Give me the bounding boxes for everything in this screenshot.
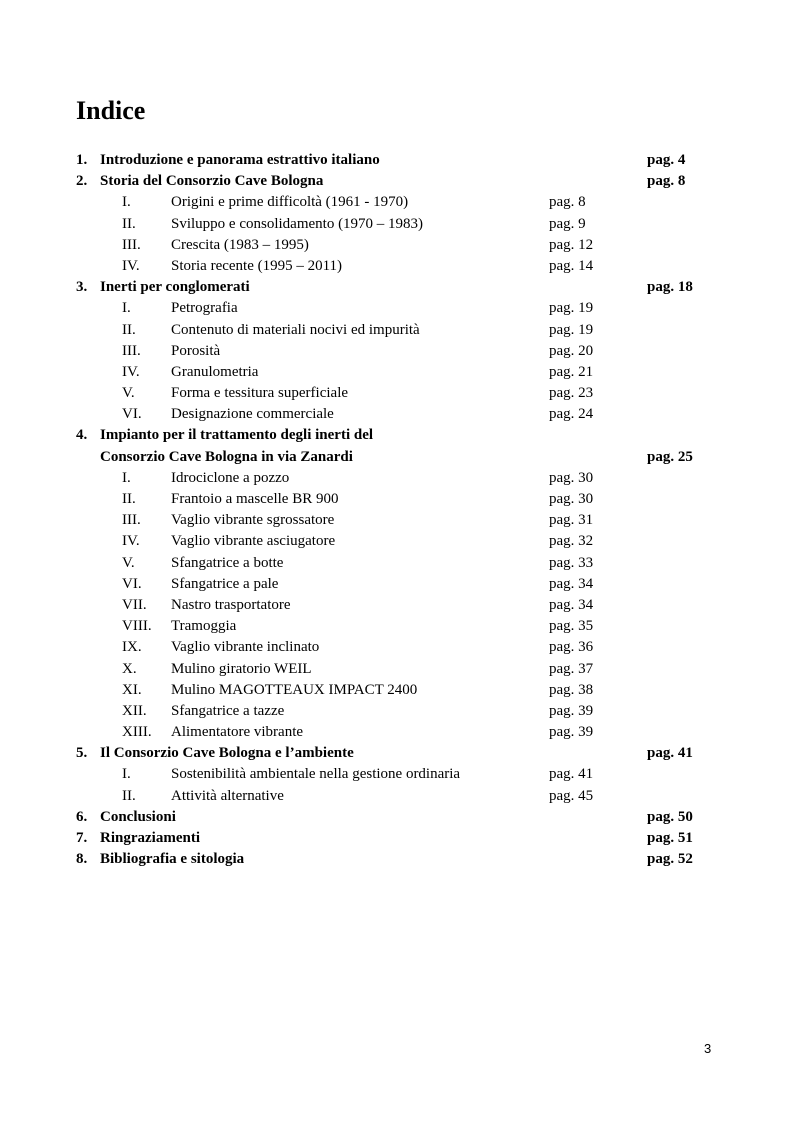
toc-entry-title: Sviluppo e consolidamento (1970 – 1983) <box>171 215 424 232</box>
toc-subentry <box>0 637 794 658</box>
toc-entry-title: Designazione commerciale <box>171 406 334 423</box>
toc-subentry <box>0 764 794 785</box>
toc-entry-title: Tramoggia <box>171 618 237 635</box>
toc-entry-title: Conclusioni <box>100 808 176 825</box>
toc-subentry <box>0 531 794 552</box>
toc-entry-title: Introduzione e panorama estrattivo italiano <box>100 152 380 168</box>
toc-entry-page: pag. 34 <box>549 575 594 592</box>
toc-entry-page: pag. 39 <box>549 702 594 719</box>
toc-entry-page: pag. 32 <box>549 533 594 550</box>
toc-chapter <box>0 743 794 764</box>
toc-entry-title: Sostenibilità ambientale nella gestione ordinaria <box>171 766 461 783</box>
toc-subentry <box>0 701 794 722</box>
toc-subentry <box>0 383 794 404</box>
toc-entry-number: 1. <box>76 152 88 168</box>
toc-entry-number: II. <box>122 321 136 338</box>
toc-entry-page: pag. 19 <box>549 300 594 317</box>
toc-entry-page: pag. 20 <box>549 342 594 359</box>
toc-entry-title: Alimentatore vibrante <box>171 724 304 741</box>
toc-entry-number: I. <box>122 766 131 783</box>
toc-chapter <box>0 849 794 870</box>
toc-entry-page: pag. 36 <box>549 639 594 656</box>
toc-entry-number: I. <box>122 469 131 486</box>
toc-entry-number: VIII. <box>122 618 152 635</box>
toc-entry-title: Crescita (1983 – 1995) <box>171 236 309 253</box>
toc-entry-title: Sfangatrice a botte <box>171 554 284 571</box>
toc-subentry <box>0 362 794 383</box>
toc-entry-number: 3. <box>76 279 88 296</box>
toc-entry-title: Idrociclone a pozzo <box>171 469 290 486</box>
toc-entry-number: V. <box>122 554 135 571</box>
toc-entry-number: XII. <box>122 702 147 719</box>
toc-subentry <box>0 468 794 489</box>
toc-chapter <box>0 171 794 192</box>
toc-entry-number: IV. <box>122 257 140 274</box>
toc-entry-page: pag. 38 <box>549 681 594 698</box>
toc-entry-page: pag. 14 <box>549 257 594 274</box>
toc-entry-page: pag. 8 <box>549 194 586 211</box>
toc-entry-page: pag. 33 <box>549 554 594 571</box>
toc-entry-title: Inerti per conglomerati <box>100 279 250 296</box>
toc-chapter <box>0 447 794 468</box>
toc-entry-title: Impianto per il trattamento degli inerti del <box>100 427 374 444</box>
toc-subentry <box>0 616 794 637</box>
toc-entry-page: pag. 23 <box>549 385 594 402</box>
toc-chapter <box>0 150 794 171</box>
toc-entry-title: Bibliografia e sitologia <box>100 851 245 868</box>
toc-entry-page: pag. 41 <box>549 766 594 783</box>
toc-entry-page: pag. 39 <box>549 724 594 741</box>
toc-entry-number: XI. <box>122 681 142 698</box>
toc-entry-title: Forma e tessitura superficiale <box>171 385 349 402</box>
toc-entry-title: Petrografia <box>171 300 238 317</box>
page-title: Indice <box>76 96 146 125</box>
toc-subentry <box>0 553 794 574</box>
toc-entry-title: Mulino giratorio WEIL <box>171 660 312 677</box>
toc-entry-title: Attività alternative <box>171 787 284 804</box>
toc-entry-number: 6. <box>76 808 88 825</box>
toc-entry-page: pag. 37 <box>549 660 594 677</box>
toc-subentry <box>0 320 794 341</box>
toc-entry-number: II. <box>122 215 136 232</box>
toc-entry-number: 7. <box>76 830 88 846</box>
toc-entry-page: pag. 4 <box>647 152 686 168</box>
toc-entry-number: 5. <box>76 745 88 762</box>
toc-entry-title: Sfangatrice a tazze <box>171 702 285 719</box>
toc-entry-number: II. <box>122 491 136 507</box>
toc-entry-title: Origini e prime difficoltà (1961 - 1970) <box>171 194 409 211</box>
toc-entry-page: pag. 34 <box>549 596 594 613</box>
toc-entry-number: XIII. <box>122 724 152 741</box>
toc-subentry <box>0 341 794 362</box>
toc-entry-number: 4. <box>76 427 88 444</box>
toc-subentry <box>0 595 794 616</box>
toc-subentry <box>0 722 794 743</box>
toc-subentry <box>0 659 794 680</box>
toc-entry-page: pag. 52 <box>647 851 693 868</box>
toc-chapter <box>0 828 794 849</box>
toc-entry-page: pag. 30 <box>549 469 594 486</box>
toc-subentry <box>0 489 794 510</box>
toc-entry-number: III. <box>122 236 141 253</box>
toc-entry-title: Nastro trasportatore <box>171 596 291 613</box>
toc-entry-page: pag. 35 <box>549 618 594 635</box>
toc-chapter <box>0 807 794 828</box>
toc-entry-number: VI. <box>122 406 142 423</box>
toc-entry-page: pag. 51 <box>647 830 693 846</box>
toc-entry-title: Contenuto di materiali nocivi ed impurità <box>171 321 420 338</box>
toc-subentry <box>0 298 794 319</box>
toc-subentry <box>0 192 794 213</box>
toc-entry-title: Consorzio Cave Bologna in via Zanardi <box>100 448 353 465</box>
toc-entry-number: V. <box>122 385 135 402</box>
toc-entry-number: III. <box>122 342 141 359</box>
toc-entry-page: pag. 8 <box>647 173 686 190</box>
toc-entry-page: pag. 19 <box>549 321 594 338</box>
toc-subentry <box>0 214 794 235</box>
toc-entry-number: 2. <box>76 173 88 190</box>
toc-entry-number: 8. <box>76 851 88 868</box>
toc-entry-title: Vaglio vibrante inclinato <box>171 639 320 656</box>
toc-entry-title: Mulino MAGOTTEAUX IMPACT 2400 <box>171 681 418 698</box>
toc-subentry <box>0 235 794 256</box>
toc-chapter <box>0 277 794 298</box>
table-of-contents <box>0 150 794 870</box>
toc-entry-page: pag. 45 <box>549 787 594 804</box>
toc-entry-title: Sfangatrice a pale <box>171 575 279 592</box>
toc-entry-number: X. <box>122 660 137 677</box>
toc-entry-title: Storia recente (1995 – 2011) <box>171 257 343 274</box>
toc-entry-number: I. <box>122 300 131 317</box>
toc-entry-number: VII. <box>122 596 147 613</box>
toc-entry-page: pag. 41 <box>647 745 693 762</box>
toc-entry-number: IV. <box>122 533 140 550</box>
toc-entry-title: Il Consorzio Cave Bologna e l’ambiente <box>100 745 354 762</box>
toc-entry-title: Granulometria <box>171 363 259 380</box>
toc-entry-page: pag. 18 <box>647 279 693 296</box>
toc-entry-title: Ringraziamenti <box>100 830 200 846</box>
toc-entry-page: pag. 25 <box>647 448 693 465</box>
toc-entry-number: IX. <box>122 639 142 656</box>
toc-entry-page: pag. 21 <box>549 363 594 380</box>
toc-subentry <box>0 404 794 425</box>
page-number: 3 <box>704 1041 712 1056</box>
toc-entry-page: pag. 24 <box>549 406 594 423</box>
toc-entry-page: pag. 30 <box>549 491 594 507</box>
toc-entry-number: IV. <box>122 363 140 380</box>
toc-entry-title: Vaglio vibrante sgrossatore <box>171 512 335 529</box>
toc-entry-number: VI. <box>122 575 142 592</box>
toc-subentry <box>0 510 794 531</box>
toc-entry-page: pag. 31 <box>549 512 594 529</box>
toc-entry-page: pag. 50 <box>647 808 693 825</box>
toc-entry-title: Storia del Consorzio Cave Bologna <box>100 173 324 190</box>
toc-subentry <box>0 256 794 277</box>
toc-subentry <box>0 574 794 595</box>
toc-entry-page: pag. 9 <box>549 215 586 232</box>
toc-entry-title: Vaglio vibrante asciugatore <box>171 533 336 550</box>
toc-subentry <box>0 786 794 807</box>
toc-chapter <box>0 425 794 446</box>
toc-entry-title: Porosità <box>171 342 221 359</box>
toc-entry-number: II. <box>122 787 136 804</box>
toc-entry-title: Frantoio a mascelle BR 900 <box>171 491 339 507</box>
toc-subentry <box>0 680 794 701</box>
toc-entry-page: pag. 12 <box>549 236 594 253</box>
toc-entry-number: I. <box>122 194 131 211</box>
toc-entry-number: III. <box>122 512 141 529</box>
